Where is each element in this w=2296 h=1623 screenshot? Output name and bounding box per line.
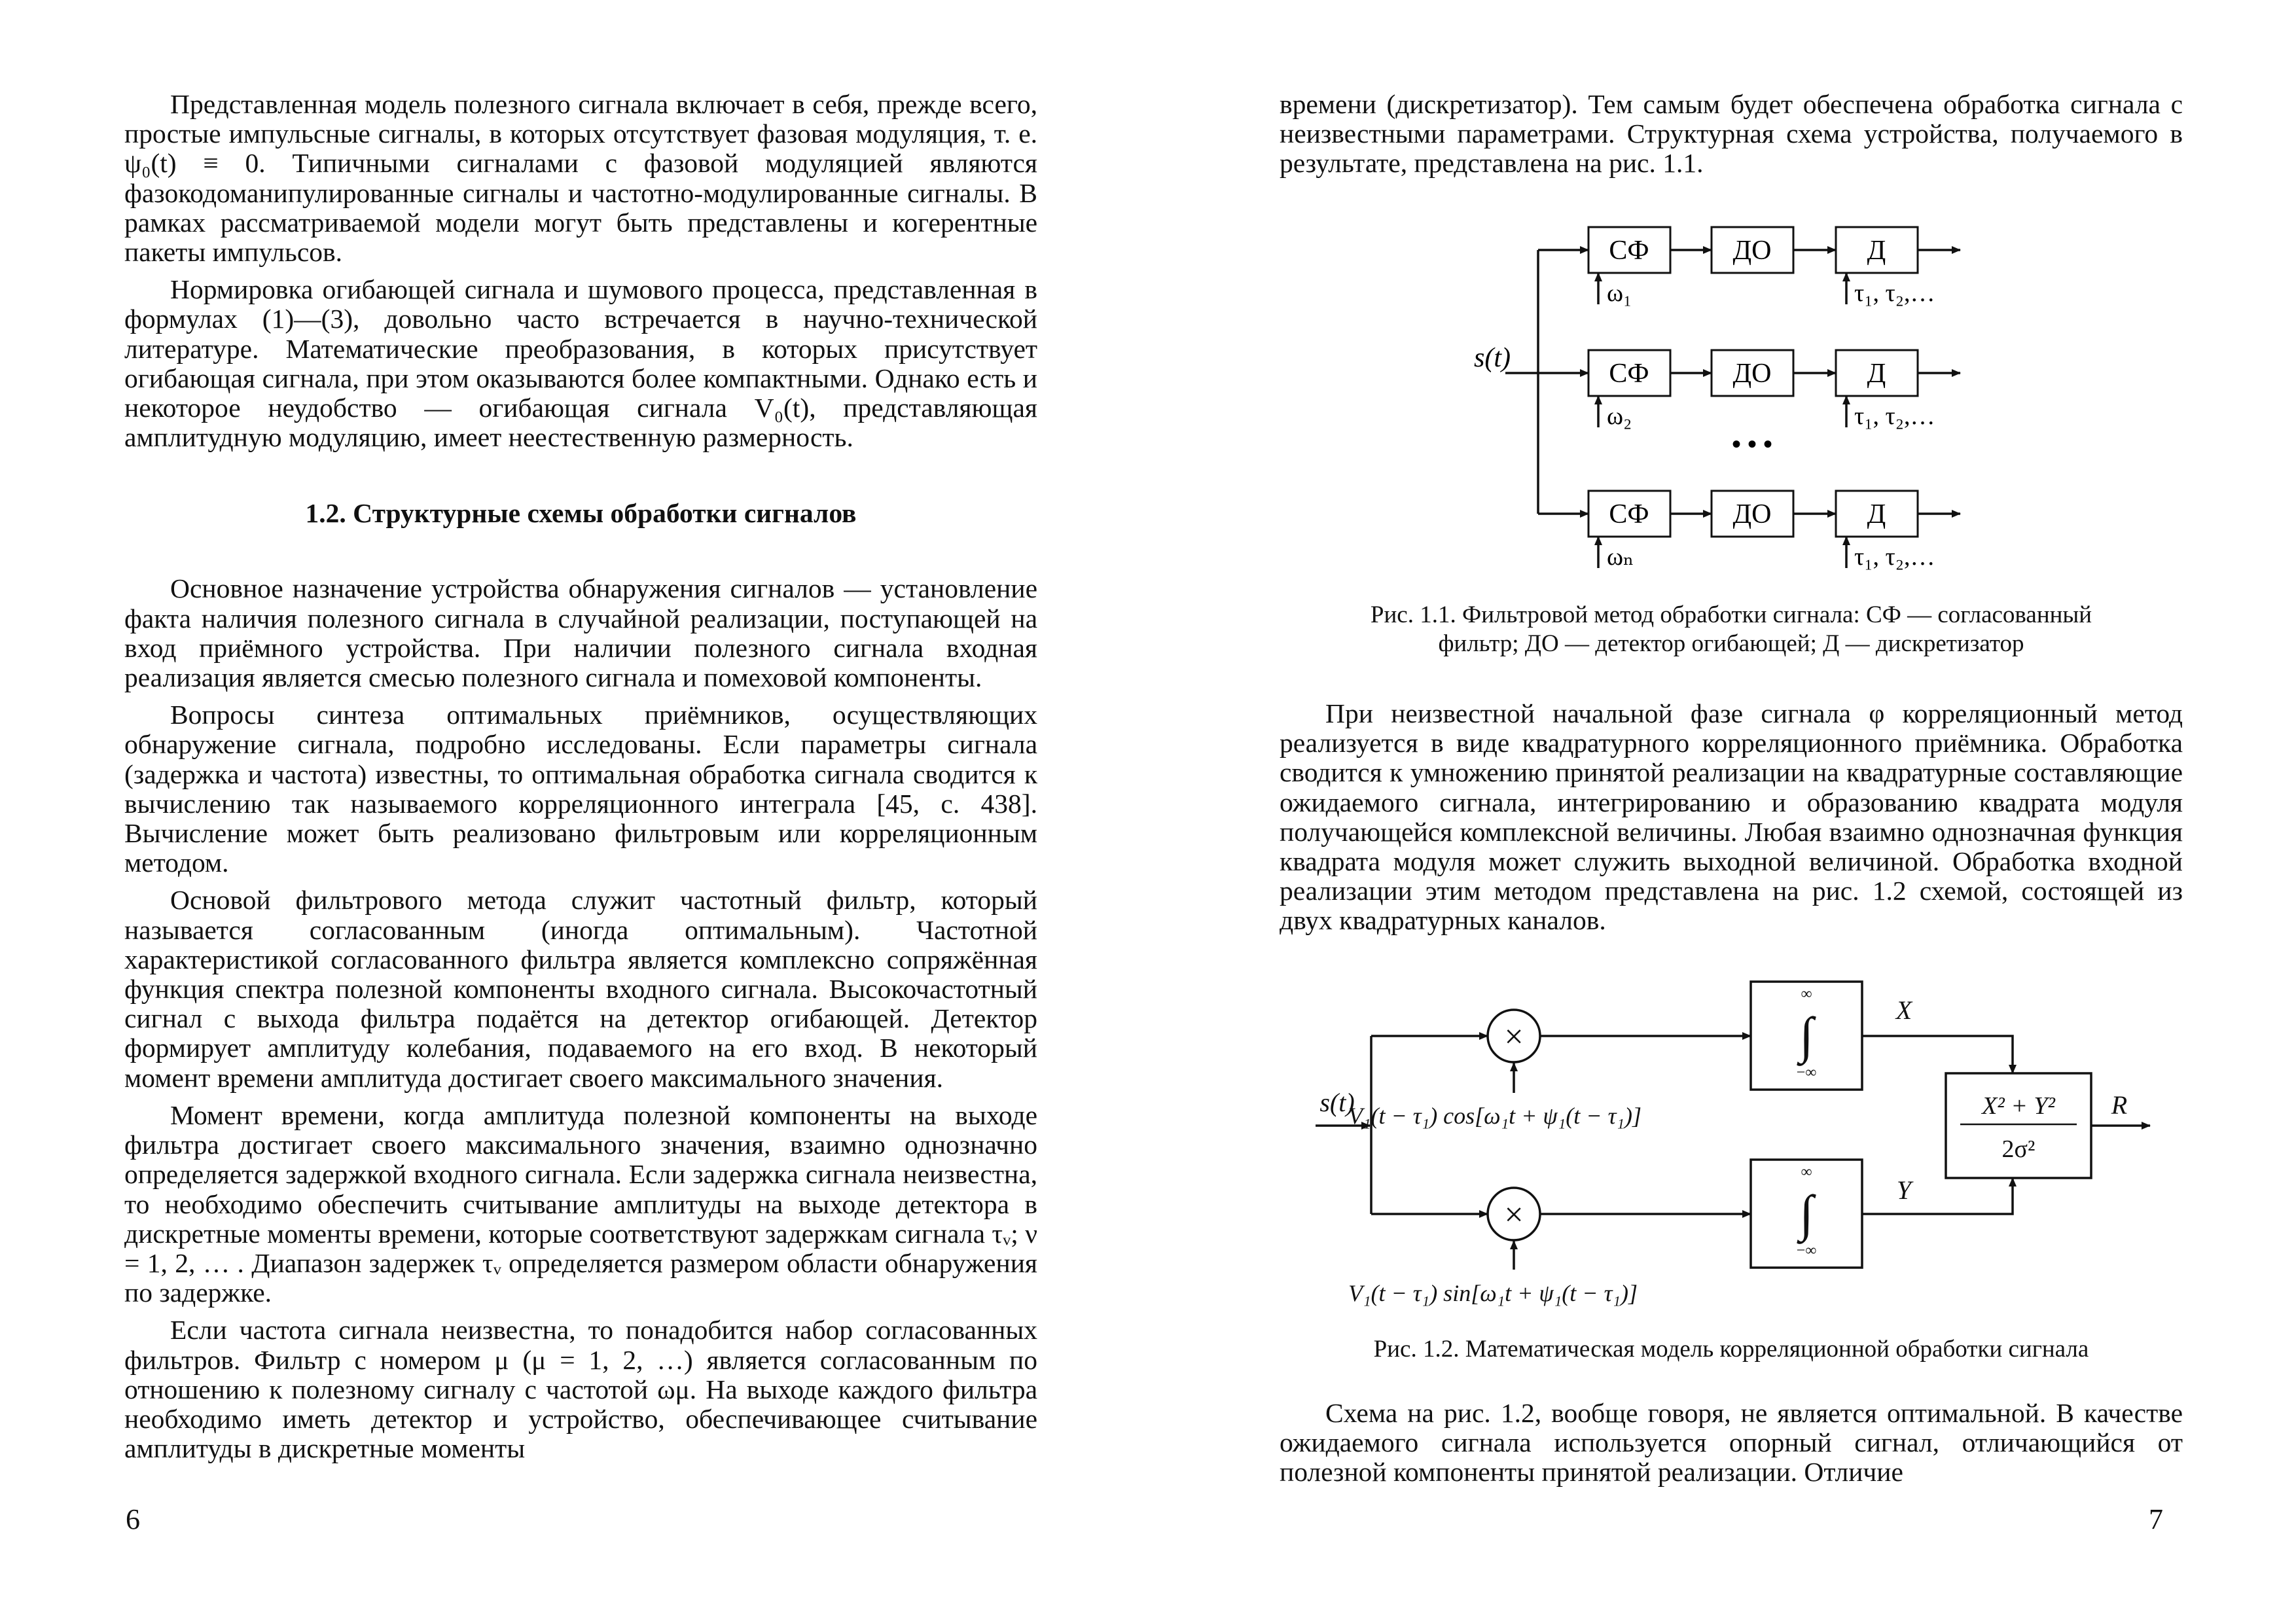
paragraph: Схема на рис. 1.2, вообще говоря, не является оптимальной. В качестве ожидаемого сигнала используется опорный сигнал, отличающийся от полезной компоненты принятой реализации. Отличие — [1280, 1398, 2183, 1488]
paragraph: Основное назначение устройства обнаружения сигналов — установление факта наличия полезного сигнала в случайной реализации, поступающей на вход приёмного устройства. При наличии полезного сигнала входная реализация является смесью полезного сигнала и помеховой компоненты. — [124, 573, 1037, 693]
input-signal-label: s(t) — [1474, 343, 1511, 373]
filter-channel-1 — [1588, 227, 1960, 307]
tau-label: τ₁, τ₂,… — [1854, 543, 1935, 571]
paragraph: Момент времени, когда амплитуда полезной компоненты на выходе фильтра достигает своего максимального значения, взаимно однозначно определяется задержкой входного сигнала. Если задержка сигнала неизвестна, то необходимо обеспечить считывание амплитуды на выходе детектора в дискретные моменты времени, которые соответствуют задержкам сигнала τᵥ; ν = 1, 2, … . Диапазон задержек τᵥ определяется размером области обнаружения по задержке. — [124, 1099, 1037, 1308]
paragraph: При неизвестной начальной фазе сигнала φ корреляционный метод реализуется в виде квадратурного корреляционного приёмника. Обработка сводится к умножению принятой реализации на квадратурные составляющие ожидаемого сигнала, интегрированию и образованию квадрата модуля получающейся комплексной величины. Любая взаимно однозначная функция квадрата модуля может служить выходной величиной. Обработка входной реализации этим методом представлена на рис. 1.2 схемой, состоящей из двух квадратурных каналов. — [1280, 698, 2183, 936]
tau-label: τ₁, τ₂,… — [1854, 402, 1935, 430]
paragraph: Вопросы синтеза оптимальных приёмников, осуществляющих обнаружение сигнала, подробно исследованы. Если параметры сигнала (задержка и частота) известны, то оптимальная обработка сигнала сводится к вычислению так называемого корреляционного интеграла [45, с. 438]. Вычисление может быть реализовано фильтровым или корреляционным методом. — [124, 700, 1037, 878]
block-do-label: ДО — [1732, 236, 1772, 266]
omega-label: ωₙ — [1607, 543, 1634, 571]
filter-channel-2 — [1588, 350, 1960, 430]
integral-upper-limit: ∞ — [1801, 1164, 1812, 1181]
block-d-label: Д — [1867, 236, 1886, 266]
figure-1-2-diagram — [1280, 969, 2183, 1335]
paragraph: Основой фильтрового метода служит частотный фильтр, который называется согласованным (иногда оптимальным). Частотной характеристикой согласованного фильтра является комплексно сопряжённая функция спектра полезной компоненты входного сигнала. Высокочастотный сигнал с выхода фильтра подаётся на детектор огибающей. Детектор формирует амплитуду колебания, подаваемого на его вход. В некоторый момент времени амплитуда достигает своего максимального значения. — [124, 885, 1037, 1093]
omega-label: ω₂ — [1607, 402, 1632, 430]
right-page-bottom-text — [1280, 1399, 2183, 1488]
cos-reference-signal: V₁(t − τ₁) cos[ω₁t + ψ₁(t − τ₁)] — [1348, 1103, 1641, 1129]
x-output-label: X — [1895, 995, 1912, 1025]
multiplier-symbol: × — [1504, 1196, 1524, 1234]
left-page-text — [124, 90, 1037, 1463]
sin-reference-signal: V₁(t − τ₁) sin[ω₁t + ψ₁(t − τ₁)] — [1348, 1280, 1638, 1306]
paragraph: времени (дискретизатор). Тем самым будет обеспечена обработка сигнала с неизвестными параметрами. Структурная схема устройства, получаемого в результате, представлена на рис. 1.1. — [1280, 89, 2183, 179]
formula-denominator: 2σ² — [2001, 1135, 2036, 1163]
block-d-label: Д — [1867, 499, 1886, 529]
block-do-label: ДО — [1732, 359, 1772, 389]
right-page-middle-text — [1280, 699, 2183, 936]
caption-line: фильтр; ДО — детектор огибающей; Д — дискретизатор — [1438, 630, 2024, 657]
right-page — [1280, 0, 2183, 1623]
block-d-label: Д — [1867, 359, 1886, 389]
multiplier-symbol: × — [1504, 1018, 1524, 1056]
integral-sign: ∫ — [1799, 1185, 1814, 1241]
tau-label: τ₁, τ₂,… — [1854, 279, 1935, 307]
figure-1-2-caption: Рис. 1.2. Математическая модель корреляционной обработки сигнала — [1373, 1336, 2089, 1363]
ellipsis-dots: • • • — [1731, 429, 1773, 459]
integral-sign: ∫ — [1799, 1007, 1814, 1063]
caption-line: Рис. 1.1. Фильтровой метод обработки сигнала: СФ — согласованный — [1370, 601, 2092, 628]
paragraph: Представленная модель полезного сигнала включает в себя, прежде всего, простые импульсные сигналы, в которых отсутствует фазовая модуляция, т. е. ψ₀(t) ≡ 0. Типичными сигналами с фазовой модуляцией являются фазокодоманипулированные сигналы и частотно-модулированные сигналы. В рамках рассматриваемой модели могут быть представлены и когерентные пакеты импульсов. — [124, 89, 1037, 268]
right-page-top-text — [1280, 90, 2183, 179]
integral-lower-limit: −∞ — [1796, 1064, 1817, 1081]
left-page — [124, 0, 1037, 1623]
block-sf-label: СФ — [1609, 359, 1649, 389]
section-heading: 1.2. Структурные схемы обработки сигналов — [305, 498, 857, 529]
filter-channel-n — [1588, 491, 1960, 571]
integral-lower-limit: −∞ — [1796, 1242, 1817, 1259]
block-do-label: ДО — [1732, 499, 1772, 529]
figure-1-1-caption — [1280, 601, 2183, 658]
block-sf-label: СФ — [1609, 236, 1649, 266]
output-label: R — [2111, 1090, 2128, 1120]
page-number-right: 7 — [2149, 1503, 2163, 1535]
formula-numerator: X² + Y² — [1982, 1092, 2055, 1120]
integral-upper-limit: ∞ — [1801, 986, 1812, 1003]
block-sf-label: СФ — [1609, 499, 1649, 529]
paragraph: Нормировка огибающей сигнала и шумового процесса, представленная в формулах (1)—(3), довольно часто встречается в научно-технической литературе. Математические преобразования, в которых присутствует огибающая сигнала, при этом оказываются более компактными. Однако есть и некоторое неудобство — огибающая сигнала V₀(t), представляющая амплитудную модуляцию, имеет неестественную размерность. — [124, 274, 1037, 453]
omega-label: ω₁ — [1607, 279, 1632, 307]
paragraph: Если частота сигнала неизвестна, то понадобится набор согласованных фильтров. Фильтр с номером μ (μ = 1, 2, …) является согласованным по отношению к полезному сигналу с частотой ωμ. На выходе каждого фильтра необходимо иметь детектор и устройство, обеспечивающее считывание амплитуды в дискретные моменты — [124, 1315, 1037, 1464]
figure-1-1-diagram — [1280, 209, 2183, 602]
page-number-left: 6 — [126, 1503, 140, 1535]
y-output-label: Y — [1896, 1175, 1912, 1205]
input-signal-label: s(t) — [1319, 1088, 1355, 1117]
